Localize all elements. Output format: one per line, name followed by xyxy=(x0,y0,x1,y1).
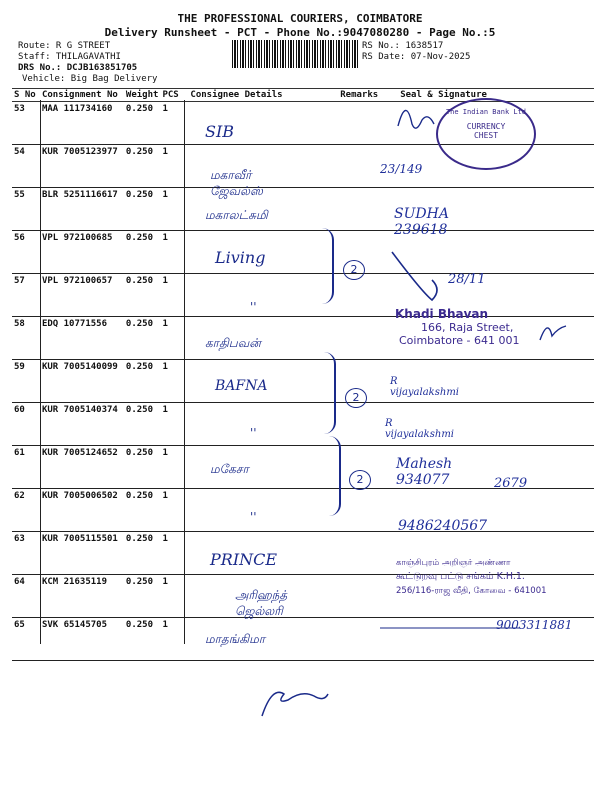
cell-consignment: EDQ 10771556 xyxy=(40,317,124,360)
handwritten-consignee: மகாவீர் ஜேவல்ஸ் xyxy=(210,168,263,198)
rs-date: RS Date: 07-Nov-2025 xyxy=(362,52,471,62)
cell-consignment: KUR 7005115501 xyxy=(40,532,124,575)
cell-sno: 60 xyxy=(12,403,40,446)
cell-sno: 56 xyxy=(12,231,40,274)
cell-weight: 0.250 xyxy=(124,532,161,575)
cell-consignment: VPL 972100657 xyxy=(40,274,124,317)
cell-consignment: KUR 7005140374 xyxy=(40,403,124,446)
cell-sno: 64 xyxy=(12,575,40,618)
company-title: THE PROFESSIONAL COURIERS, COIMBATORE xyxy=(177,12,423,25)
col-weight: Weight xyxy=(125,90,159,100)
cell-consignment: VPL 972100685 xyxy=(40,231,124,274)
cell-consignment: KCM 21635119 xyxy=(40,575,124,618)
signature-s59: R vijayalakshmi xyxy=(390,376,459,398)
vehicle: Vehicle: Big Bag Delivery xyxy=(22,74,158,84)
cell-pcs: 1 xyxy=(160,532,188,575)
handwritten-consignee: BAFNA xyxy=(215,378,268,394)
handwritten-consignee: '' xyxy=(250,510,257,524)
cell-weight: 0.250 xyxy=(124,274,161,317)
cell-pcs: 1 xyxy=(160,446,188,489)
cell-pcs: 1 xyxy=(160,489,188,532)
cell-consignment: KUR 7005140099 xyxy=(40,360,124,403)
cell-sno: 63 xyxy=(12,532,40,575)
handwritten-consignee: PRINCE xyxy=(210,550,278,569)
stamp-line: Coimbatore - 641 001 xyxy=(399,334,520,347)
cell-pcs: 1 xyxy=(160,188,188,231)
signature-57 xyxy=(392,252,437,300)
runsheet-subtitle: Delivery Runsheet - PCT - Phone No.:9047080280 - Page No.:5 xyxy=(104,26,496,39)
signature-53 xyxy=(398,110,434,128)
cell-sno: 54 xyxy=(12,145,40,188)
group-count-mark: 2 xyxy=(343,260,365,280)
handwritten-consignee: SIB xyxy=(205,122,235,141)
stamp-line: Khadi Bhavan xyxy=(395,307,489,321)
handwritten-consignee: மகேசா xyxy=(210,462,249,476)
cell-weight: 0.250 xyxy=(124,188,161,231)
stamp-line: 256/116-ராஜ வீதி, கோவை - 641001 xyxy=(396,586,547,596)
handwritten-consignee: '' xyxy=(250,300,257,314)
col-pcs: PCS xyxy=(160,89,188,102)
cell-weight: 0.250 xyxy=(124,231,161,274)
col-seal: Seal & Signature xyxy=(398,89,594,102)
col-consignee: Consignee Details xyxy=(188,89,338,102)
cell-weight: 0.250 xyxy=(124,489,161,532)
col-consignment: Consignment No xyxy=(40,89,124,102)
cell-pcs: 1 xyxy=(160,575,188,618)
col-sno: S No xyxy=(12,89,40,102)
cell-pcs: 1 xyxy=(160,231,188,274)
signature-bottom xyxy=(262,692,328,716)
signature-s65: 9003311881 xyxy=(496,618,573,632)
cell-sno: 59 xyxy=(12,360,40,403)
cell-sno: 55 xyxy=(12,188,40,231)
cell-pcs: 1 xyxy=(160,618,188,661)
handwritten-consignee: அரிஹந்த் ஜெல்லரி xyxy=(235,588,288,618)
cell-weight: 0.250 xyxy=(124,102,161,145)
signature-58 xyxy=(540,326,566,340)
signature-s60: R vijayalakshmi xyxy=(385,418,454,440)
cell-pcs: 1 xyxy=(160,102,188,145)
cell-weight: 0.250 xyxy=(124,403,161,446)
signature-s62: 2679 xyxy=(494,476,528,491)
cell-consignment: KUR 7005123977 xyxy=(40,145,124,188)
cell-sno: 65 xyxy=(12,618,40,661)
stamp-line: The Indian Bank Ltd xyxy=(445,108,527,116)
cell-weight: 0.250 xyxy=(124,145,161,188)
cell-consignment: MAA 111734160 xyxy=(40,102,124,145)
cell-consignment: KUR 7005006502 xyxy=(40,489,124,532)
cell-weight: 0.250 xyxy=(124,575,161,618)
route: Route: R G STREET xyxy=(18,41,111,51)
cell-weight: 0.250 xyxy=(124,618,161,661)
handwritten-consignee: மாதங்கிமா xyxy=(205,632,266,646)
cell-weight: 0.250 xyxy=(124,446,161,489)
stamp-line: கூட்டுறவு பட்டு சங்கம் K.H.1. xyxy=(396,571,525,582)
group-count-mark: 2 xyxy=(345,388,367,408)
stamp-line: CURRENCY xyxy=(466,122,506,131)
cell-consignment: KUR 7005124652 xyxy=(40,446,124,489)
cell-weight: 0.250 xyxy=(124,317,161,360)
staff: Staff: THILAGAVATHI xyxy=(18,52,121,62)
stamp-line: காஞ்சிபுரம் அறிஞர் அண்ணா xyxy=(396,558,511,568)
cell-weight: 0.250 xyxy=(124,360,161,403)
handwritten-consignee: '' xyxy=(250,426,257,440)
col-remarks: Remarks xyxy=(338,89,398,102)
signature-s57: 28/11 xyxy=(448,272,486,287)
cell-pcs: 1 xyxy=(160,317,188,360)
cell-pcs: 1 xyxy=(160,145,188,188)
cell-sno: 58 xyxy=(12,317,40,360)
handwritten-consignee: Living xyxy=(215,248,266,267)
cell-pcs: 1 xyxy=(160,360,188,403)
cell-sno: 57 xyxy=(12,274,40,317)
signature-s63: 9486240567 xyxy=(398,518,488,534)
cell-sno: 53 xyxy=(12,102,40,145)
handwritten-consignee: காதிபவன் xyxy=(205,336,261,350)
handwritten-consignee: மகாலட்சுமி xyxy=(205,208,268,222)
rs-number: RS No.: 1638517 xyxy=(362,41,444,51)
drs-number: DRS No.: DCJB163851705 xyxy=(18,63,138,73)
stamp-line: 166, Raja Street, xyxy=(421,321,514,334)
cell-pcs: 1 xyxy=(160,274,188,317)
signature-s55: SUDHA 239618 xyxy=(394,206,449,238)
cell-consignment: BLR 5251116617 xyxy=(40,188,124,231)
cell-consignment: SVK 65145705 xyxy=(40,618,124,661)
cell-pcs: 1 xyxy=(160,403,188,446)
cell-sno: 61 xyxy=(12,446,40,489)
signature-s61: Mahesh 934077 xyxy=(396,456,453,488)
cell-sno: 62 xyxy=(12,489,40,532)
signature-s54: 23/149 xyxy=(380,162,423,176)
group-count-mark: 2 xyxy=(349,470,371,490)
stamp-line: CHEST xyxy=(473,131,499,140)
